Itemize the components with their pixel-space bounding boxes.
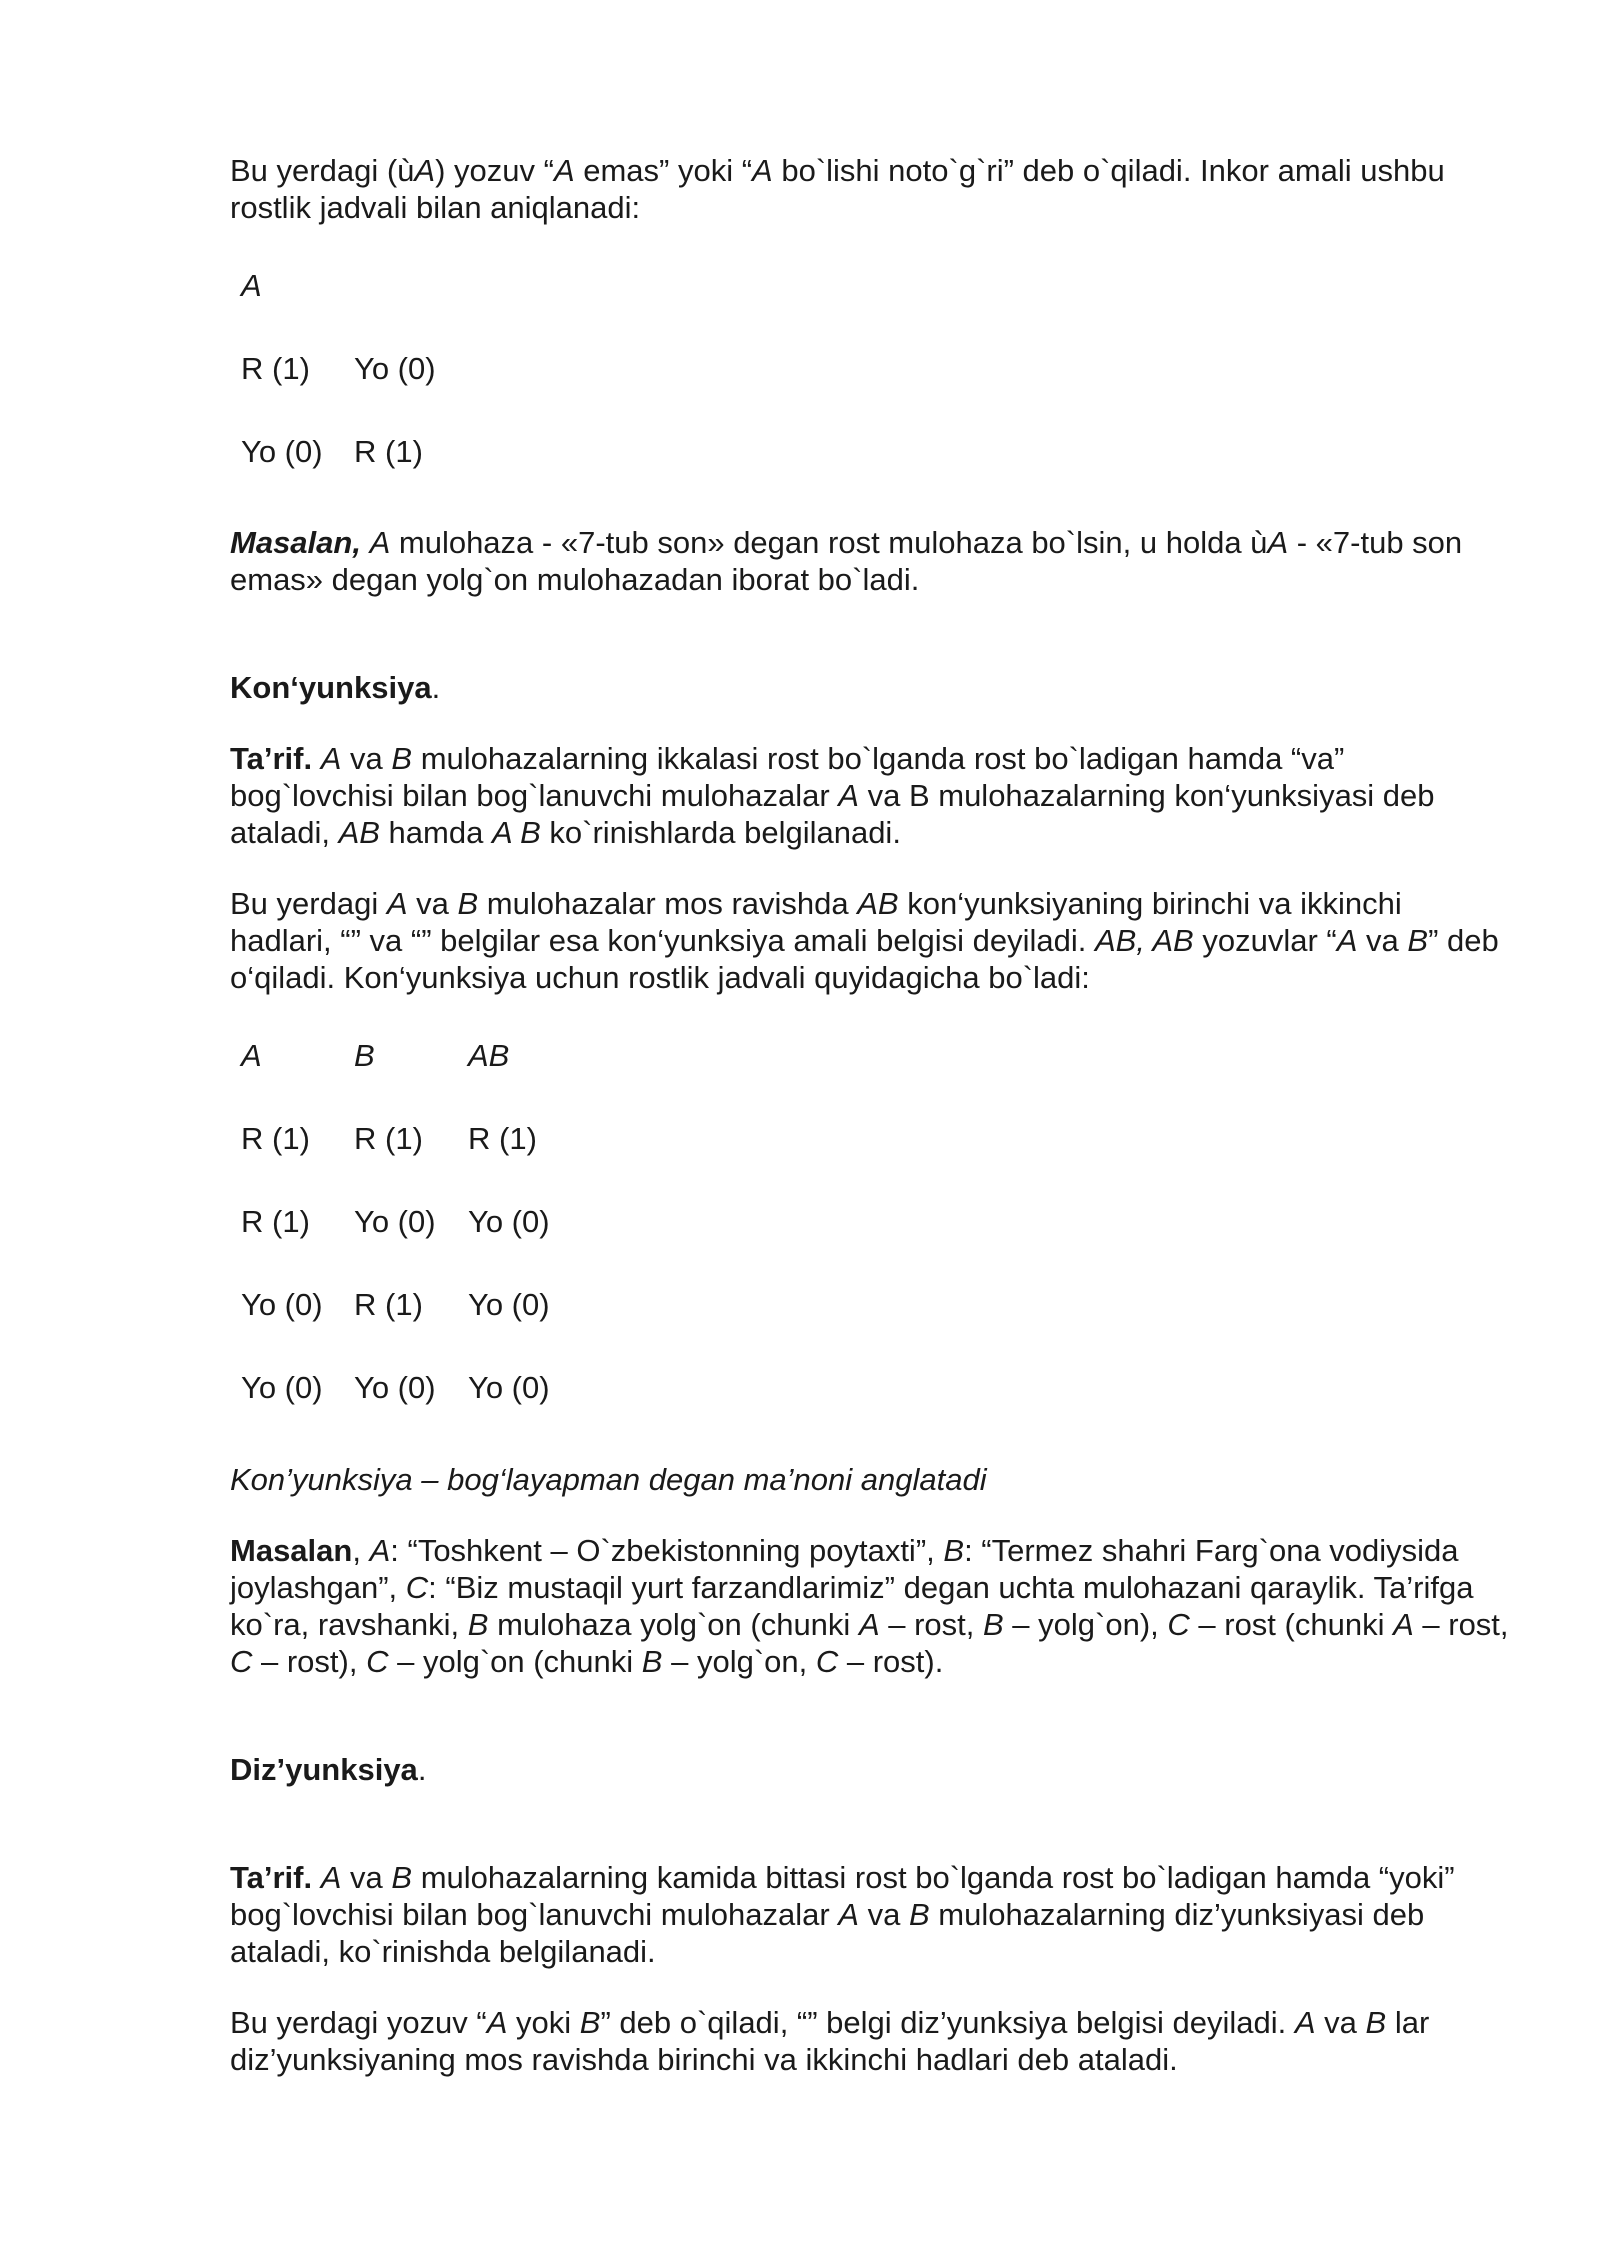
heading-dot: .: [431, 670, 441, 705]
text: mulohaza yolg`on (chunki: [488, 1607, 859, 1642]
table-row: [241, 1203, 1510, 1240]
table-cell: R (1): [241, 351, 310, 386]
text: ) yozuv “: [435, 153, 554, 188]
text: ” deb o`qiladi, “” belgi diz’yunksiya belgisi deyiladi.: [600, 2005, 1295, 2040]
var: B: [391, 741, 413, 776]
note-text: Kon’yunksiya – bog‘layapman degan ma’noni anglatadi: [230, 1462, 987, 1497]
table-cell: Yo (0): [241, 1287, 323, 1322]
table-cell: R (1): [354, 1287, 423, 1322]
var: A: [1294, 2005, 1316, 2040]
table-cell: Yo (0): [354, 1204, 436, 1239]
var: B: [1407, 923, 1429, 958]
text: ,: [352, 1533, 370, 1568]
text: emas” yoki “: [574, 153, 753, 188]
text: – yolg`on),: [1003, 1607, 1168, 1642]
table-cell: Yo (0): [468, 1204, 550, 1239]
text: va: [858, 1897, 909, 1932]
var: A: [1267, 525, 1289, 560]
table-cell: R (1): [354, 434, 423, 469]
paragraph-conjunction-definition: [230, 740, 1510, 851]
text: kon‘yunksiyaning birinchi va ikkinchi hadlari, “” va “” belgilar esa kon‘yunksiya amali belgisi deyiladi.: [230, 886, 1402, 958]
var: A: [838, 1897, 859, 1932]
var: C: [405, 1570, 429, 1605]
paragraph-disjunction-definition: [230, 1859, 1510, 1970]
text: Bu yerdagi yozuv “: [230, 2005, 487, 2040]
table-header-row: [241, 1037, 1510, 1074]
definition-label: Ta’rif.: [230, 741, 313, 776]
text: Bu yerdagi: [230, 886, 387, 921]
var: B: [908, 1897, 930, 1932]
var: A: [320, 741, 342, 776]
paragraph-negation-intro: [230, 152, 1510, 226]
var: A B: [491, 815, 541, 850]
text: ko`rinishlarda belgilanadi.: [540, 815, 901, 850]
var: AB: [857, 886, 899, 921]
table-cell: R (1): [241, 1204, 310, 1239]
var: AB, AB: [1094, 923, 1194, 958]
table-cell: Yo (0): [468, 1370, 550, 1405]
var: B: [391, 1860, 413, 1895]
text: – rost (chunki: [1189, 1607, 1394, 1642]
var: B: [983, 1607, 1004, 1642]
var: A: [1336, 923, 1358, 958]
heading-title: Diz’yunksiya: [230, 1752, 418, 1787]
text: mulohazalarning ikkalasi rost bo`lganda rost bo`ladigan hamda “va” bog`lovchisi bilan bog`lanuvchi mulohazalar: [230, 741, 1345, 813]
var: A: [752, 153, 773, 188]
var: C: [366, 1644, 389, 1679]
text: mulohaza - «7-tub son» degan rost mulohaza bo`lsin, u holda ù: [390, 525, 1268, 560]
paragraph-conjunction-example: [230, 1532, 1510, 1680]
text: lar diz’yunksiyaning mos ravishda birinchi va ikkinchi hadlari deb ataladi.: [230, 2005, 1430, 2077]
text: - «7-tub son emas» degan yolg`on mulohazadan iborat bo`ladi.: [230, 525, 1463, 597]
text: mulohazalar mos ravishda: [478, 886, 858, 921]
var: A: [414, 153, 436, 188]
table-cell: Yo (0): [354, 1370, 436, 1405]
header-cell: B: [354, 1038, 375, 1073]
table-cell: R (1): [354, 1121, 423, 1156]
table-header-row: [241, 267, 1510, 304]
paragraph-negation-example: [230, 524, 1510, 598]
heading-disjunction: [230, 1751, 1510, 1788]
table-cell: R (1): [468, 1121, 537, 1156]
conjunction-note: [230, 1461, 1510, 1498]
var: B: [943, 1533, 965, 1568]
var: B: [457, 886, 479, 921]
var: A: [369, 1533, 391, 1568]
text: yozuvlar “: [1193, 923, 1337, 958]
var: AB: [338, 815, 380, 850]
var: A: [838, 778, 859, 813]
text: – rost,: [879, 1607, 983, 1642]
table-row: [241, 350, 1510, 387]
table-cell: Yo (0): [241, 434, 323, 469]
var: A: [486, 2005, 508, 2040]
text: va: [341, 741, 392, 776]
document-page: [230, 152, 1510, 2078]
table-cell: R (1): [241, 1121, 310, 1156]
var: A: [1393, 1607, 1414, 1642]
table-row: [241, 1286, 1510, 1323]
table-row: [241, 433, 1510, 470]
text: – rost,: [1413, 1607, 1509, 1642]
text: – rost),: [252, 1644, 367, 1679]
table-cell: Yo (0): [468, 1287, 550, 1322]
heading-conjunction: [230, 669, 1510, 706]
var: A: [386, 886, 408, 921]
heading-dot: .: [417, 1752, 427, 1787]
var: C: [1167, 1607, 1190, 1642]
text: : “Termez shahri Farg`ona vodiysida joylashgan”,: [230, 1533, 1459, 1605]
heading-title: Kon‘yunksiya: [230, 670, 432, 705]
table-cell: Yo (0): [354, 351, 436, 386]
text: – yolg`on,: [662, 1644, 816, 1679]
text: bo`lishi noto`g`ri” deb o`qiladi. Inkor amali ushbu rostlik jadvali bilan aniqlanadi:: [230, 153, 1445, 225]
table-row: [241, 1120, 1510, 1157]
table-row: [241, 1369, 1510, 1406]
var: B: [641, 1644, 663, 1679]
header-cell: AB: [468, 1038, 510, 1073]
example-label: Masalan: [230, 1533, 353, 1568]
var: A: [858, 1607, 880, 1642]
definition-label: Ta’rif.: [230, 1860, 313, 1895]
text: ” deb o‘qiladi. Kon‘yunksiya uchun rostlik jadvali quyidagicha bo`ladi:: [230, 923, 1499, 995]
text: : “Toshkent – O`zbekistonning poytaxti”,: [390, 1533, 944, 1568]
text: va: [1357, 923, 1408, 958]
text: mulohazalarning diz’yunksiyasi deb ataladi, ko`rinishda belgilanadi.: [230, 1897, 1425, 1969]
var: A: [320, 1860, 342, 1895]
header-cell: A: [241, 268, 262, 303]
example-label: Masalan,: [230, 525, 361, 560]
text: Bu yerdagi (ù: [230, 153, 415, 188]
text: va: [407, 886, 458, 921]
text: va: [341, 1860, 392, 1895]
text: yoki: [507, 2005, 580, 2040]
text: hamda: [379, 815, 492, 850]
text: : “Biz mustaqil yurt farzandlarimiz” degan uchta mulohazani qaraylik. Ta’rifga ko`ra, ravshanki,: [230, 1570, 1474, 1642]
var: A: [553, 153, 575, 188]
var: C: [230, 1644, 253, 1679]
var: C: [815, 1644, 839, 1679]
var: B: [1365, 2005, 1387, 2040]
header-cell: A: [241, 1038, 262, 1073]
text: – rost).: [838, 1644, 944, 1679]
text: va: [1315, 2005, 1366, 2040]
table-cell: Yo (0): [241, 1370, 323, 1405]
text: – yolg`on (chunki: [388, 1644, 642, 1679]
var: B: [579, 2005, 601, 2040]
conjunction-truth-table: [241, 1037, 1510, 1406]
var: A: [369, 525, 391, 560]
paragraph-conjunction-notation: [230, 885, 1510, 996]
text: mulohazalarning kamida bittasi rost bo`lganda rost bo`ladigan hamda “yoki” bog`lovchisi bilan bog`lanuvchi mulohazalar: [230, 1860, 1455, 1932]
paragraph-disjunction-notation: [230, 2004, 1510, 2078]
text: va B mulohazalarning kon‘yunksiyasi deb ataladi,: [230, 778, 1435, 850]
negation-truth-table: [241, 267, 1510, 470]
var: B: [467, 1607, 489, 1642]
